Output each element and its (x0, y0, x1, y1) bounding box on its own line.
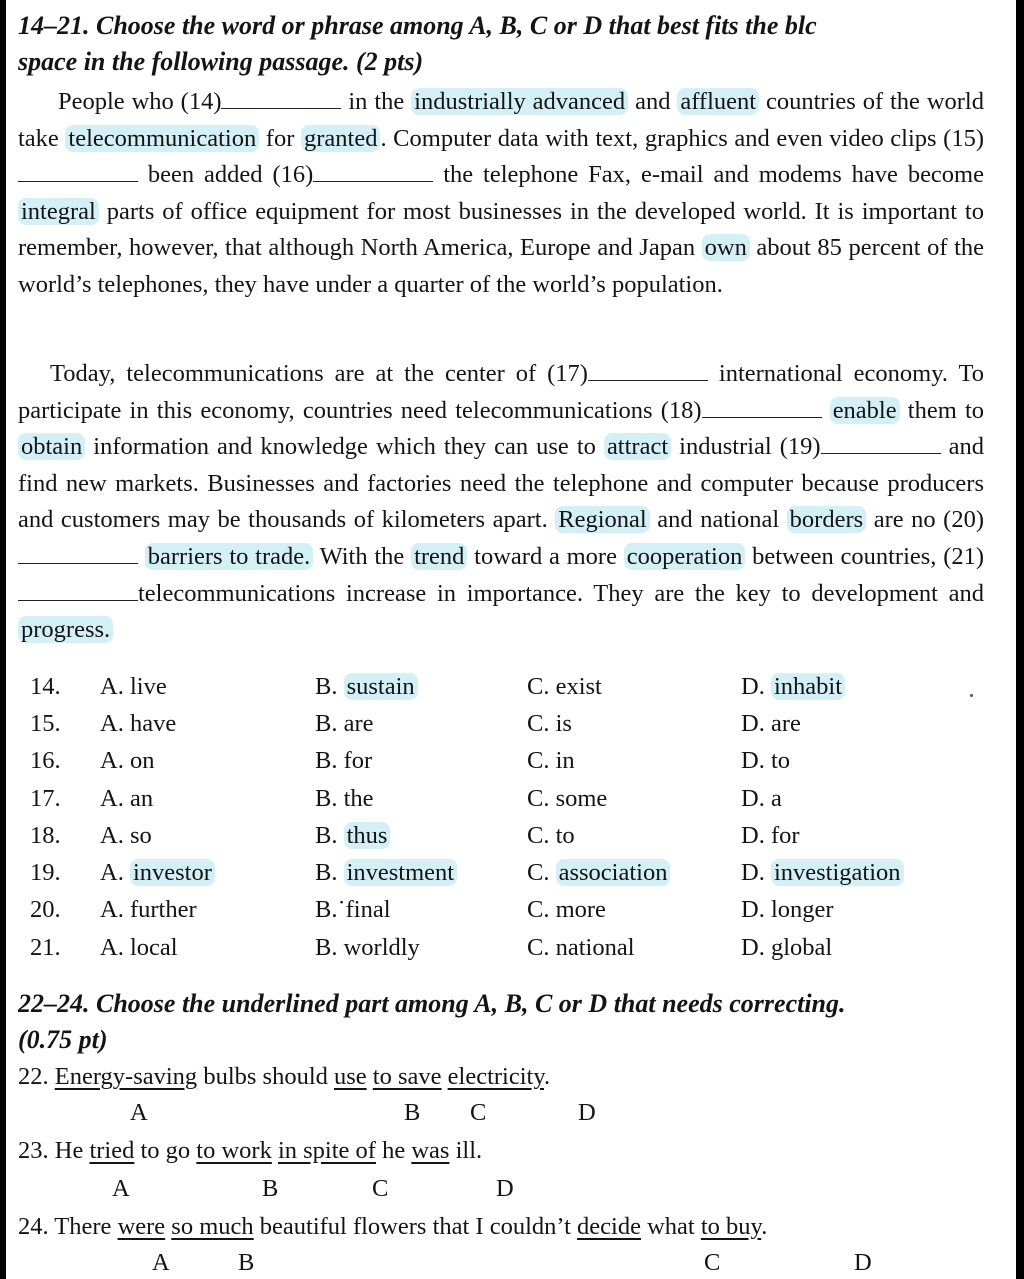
blank-16 (313, 163, 433, 182)
option-letter: D. (741, 933, 771, 961)
question-number: 18. (30, 821, 61, 849)
underlined-part: to save (372, 1063, 442, 1090)
option-text: to (770, 747, 791, 775)
question-number: 15. (30, 709, 61, 737)
text: bulbs should (197, 1063, 334, 1090)
option-text: an (129, 784, 154, 812)
question-number: 17. (30, 784, 61, 812)
underlined-part: to work (196, 1137, 272, 1164)
option-text: investment (344, 859, 458, 886)
option-c (527, 854, 741, 891)
option-text: final (345, 896, 391, 924)
label-c: C (704, 1249, 721, 1276)
option-c (527, 817, 741, 854)
option-letter: B. (315, 672, 344, 700)
option-a (100, 929, 315, 966)
text: . Computer data with text, graphics and even video clips (15) (380, 124, 984, 152)
option-b (315, 854, 527, 891)
option-text: worldly (343, 933, 420, 961)
option-text: to (555, 821, 575, 849)
option-letter: B.˙ (315, 896, 346, 924)
option-row-17 (30, 780, 961, 817)
option-b (315, 780, 527, 817)
option-letter: D. (741, 859, 771, 887)
text: them to (899, 396, 985, 424)
option-text: are (343, 709, 374, 737)
blank-18 (702, 399, 822, 418)
blank-21 (18, 582, 138, 601)
option-a (100, 668, 315, 705)
option-letter: B. (315, 784, 344, 812)
highlighted-word: affluent (677, 88, 759, 115)
option-letter: B. (315, 933, 344, 961)
text: 24. There (18, 1213, 118, 1240)
highlighted-word: own (702, 234, 750, 261)
text: and find new markets. Businesses and factories need the telephone and computer because producers and customers may be thousands of kilometers apart. (18, 433, 985, 534)
text: information and knowledge which they can use to (85, 433, 604, 461)
option-text: global (770, 933, 833, 961)
text: between countries, (21) (745, 542, 985, 570)
underlined-part: use (334, 1063, 367, 1090)
underlined-part: were (117, 1213, 166, 1240)
option-letter: C. (527, 821, 556, 849)
option-letter: B. (315, 747, 344, 775)
option-c (527, 705, 741, 742)
text: toward a more (467, 542, 624, 570)
blank-15 (18, 163, 138, 182)
option-b (315, 892, 527, 929)
label-b: B (404, 1099, 421, 1126)
option-text: local (129, 933, 178, 961)
text: . (761, 1213, 768, 1240)
option-letter: C. (527, 672, 556, 700)
label-d: D (496, 1175, 514, 1202)
question-number: 20. (30, 896, 61, 924)
label-d: D (854, 1249, 872, 1276)
underlined-part: decide (577, 1213, 641, 1240)
option-d (741, 705, 961, 742)
text: Today, telecommunications are at the center of (17) (50, 360, 588, 387)
highlighted-word: integral (18, 198, 99, 225)
option-row-20 (30, 892, 961, 929)
option-row-19 (30, 854, 961, 891)
underlined-part: tried (89, 1137, 135, 1164)
option-text: inhabit (771, 673, 845, 700)
option-row-14 (30, 668, 961, 705)
text: ill. (449, 1137, 483, 1164)
label-c: C (470, 1099, 487, 1126)
option-text: are (770, 709, 801, 737)
option-c (527, 743, 741, 780)
text: been added (16) (138, 161, 314, 189)
option-row-15 (30, 705, 961, 742)
option-text: some (555, 784, 608, 812)
blank-20 (18, 545, 138, 564)
blank-19 (821, 435, 941, 454)
option-d (741, 929, 961, 966)
option-b (315, 705, 527, 742)
question-number: 14. (30, 672, 61, 700)
worksheet-page (18, 0, 986, 1279)
page-frame-left (0, 0, 6, 1279)
option-row-16 (30, 743, 961, 780)
text: and national (649, 506, 787, 534)
option-letter: B. (315, 859, 344, 887)
option-letter: C. (527, 859, 556, 887)
option-c (527, 668, 741, 705)
option-text: more (555, 896, 606, 924)
underlined-part: was (411, 1137, 450, 1164)
option-letter: D. (741, 747, 771, 775)
option-text: investor (130, 859, 215, 886)
option-text: national (555, 933, 635, 961)
highlighted-word: barriers to trade. (145, 543, 314, 570)
option-a (100, 854, 315, 891)
highlighted-word: borders (787, 506, 866, 533)
option-letter: D. (741, 784, 771, 812)
underlined-part: so much (171, 1213, 254, 1240)
option-d (741, 668, 961, 705)
text: he (375, 1137, 412, 1164)
page-frame-right (1016, 0, 1024, 1279)
option-b (315, 929, 527, 966)
option-text: is (555, 709, 572, 737)
highlighted-word: progress. (18, 616, 113, 643)
option-text: the (343, 784, 374, 812)
option-c (527, 892, 741, 929)
option-c (527, 929, 741, 966)
option-text: have (129, 709, 177, 737)
option-row-18 (30, 817, 961, 854)
option-text: for (770, 821, 800, 849)
option-letter: A. (100, 784, 130, 812)
text: international economy. To participate in this economy, countries need telecommunications (18) (18, 360, 984, 424)
underlined-part: in spite of (277, 1137, 376, 1164)
text: to go (134, 1137, 197, 1164)
option-letter: A. (100, 747, 130, 775)
section2-heading-line1: 22–24. Choose the underlined part among A, B, C or D that needs correcting. (18, 989, 846, 1018)
option-text: investigation (771, 859, 904, 886)
option-letter: A. (100, 859, 130, 887)
option-b (315, 668, 527, 705)
label-c: C (372, 1175, 389, 1202)
option-text: thus (344, 822, 391, 849)
text: telecommunications increase in importance. They are the key to development and (138, 579, 984, 607)
option-letter: C. (527, 784, 556, 812)
highlighted-word: attract (604, 433, 671, 460)
text: in the (341, 88, 412, 115)
text: the telephone Fax, e-mail and modems have become (433, 161, 984, 189)
option-letter: A. (100, 709, 130, 737)
highlighted-word: enable (830, 397, 900, 424)
underlined-part: to buy (700, 1213, 762, 1240)
underlined-part: Energy-saving (54, 1063, 198, 1090)
text: and (628, 88, 678, 115)
text: beautiful flowers that I couldn’t (253, 1213, 578, 1240)
text: what (640, 1213, 701, 1240)
question-23 (18, 1136, 482, 1166)
option-a (100, 817, 315, 854)
underlined-part: electricity (447, 1063, 544, 1090)
blank-14 (221, 90, 341, 109)
label-b: B (262, 1175, 279, 1202)
option-a (100, 705, 315, 742)
text: parts of office equipment for most businesses in the developed world. It is important to remember, however, that although North America, Europe and Japan (18, 197, 984, 262)
text: for (259, 124, 301, 152)
option-text: association (556, 859, 671, 886)
text: countries of the world take (18, 88, 984, 152)
text: 23. He (18, 1137, 90, 1164)
option-a (100, 780, 315, 817)
highlighted-word: Regional (555, 506, 649, 533)
option-letter: B. (315, 821, 344, 849)
text: industrial (19) (671, 433, 821, 461)
option-text: longer (770, 896, 834, 924)
option-letter: C. (527, 709, 556, 737)
highlighted-word: telecommunication (65, 125, 259, 152)
option-letter: A. (100, 896, 130, 924)
option-letter: B. (315, 709, 344, 737)
highlighted-word: industrially advanced (411, 88, 628, 115)
question-22 (18, 1062, 550, 1092)
option-letter: C. (527, 896, 556, 924)
label-a: A (130, 1099, 148, 1126)
blank-17 (588, 362, 708, 381)
question-number: 16. (30, 747, 61, 775)
option-c (527, 780, 741, 817)
option-letter: D. (741, 672, 771, 700)
label-a: A (152, 1249, 170, 1276)
option-text: for (343, 747, 373, 775)
label-d: D (578, 1099, 596, 1126)
option-letter: D. (741, 896, 771, 924)
option-text: a (770, 784, 782, 812)
option-text: exist (555, 672, 602, 700)
option-text: in (555, 747, 575, 775)
option-letter: A. (100, 672, 130, 700)
option-text: sustain (344, 673, 418, 700)
text: are no (20) (866, 506, 985, 534)
option-letter: D. (741, 821, 771, 849)
question-24 (18, 1212, 767, 1242)
option-text: so (129, 821, 152, 849)
option-d (741, 743, 961, 780)
section2-heading (18, 986, 846, 1058)
section1-heading-line1: 14–21. Choose the word or phrase among A, B, C or D that best fits the blc (18, 11, 817, 40)
section2-heading-line2: (0.75 pt) (18, 1025, 108, 1054)
text: . (544, 1063, 551, 1090)
option-letter: D. (741, 709, 771, 737)
option-text: further (129, 896, 197, 924)
option-b (315, 817, 527, 854)
option-letter: A. (100, 933, 130, 961)
option-a (100, 743, 315, 780)
text: about 85 percent of the world’s telephones, they have under a quarter of the world’s population. (18, 234, 984, 298)
question-number: 21. (30, 933, 61, 961)
passage-paragraph-1 (18, 84, 984, 304)
option-d (741, 780, 961, 817)
option-letter: C. (527, 747, 556, 775)
option-letter: C. (527, 933, 556, 961)
option-d (741, 817, 961, 854)
text: 22. (18, 1063, 55, 1090)
label-a: A (112, 1175, 130, 1202)
section1-heading (18, 8, 817, 80)
highlighted-word: obtain (18, 433, 85, 460)
option-letter: A. (100, 821, 130, 849)
text: With the (313, 542, 412, 570)
option-text: on (129, 747, 155, 775)
option-d (741, 854, 961, 891)
option-row-21 (30, 929, 961, 966)
label-b: B (238, 1249, 255, 1276)
option-d (741, 892, 961, 929)
option-b (315, 743, 527, 780)
option-text: live (129, 672, 167, 700)
highlighted-word: cooperation (624, 543, 746, 570)
option-a (100, 892, 315, 929)
text: People who (14) (58, 88, 222, 115)
highlighted-word: trend (411, 543, 467, 570)
section1-heading-line2: space in the following passage. (2 pts) (18, 47, 424, 76)
question-number: 19. (30, 859, 61, 887)
highlighted-word: granted (301, 125, 380, 152)
passage-paragraph-2 (18, 356, 984, 649)
options-table (30, 668, 961, 966)
